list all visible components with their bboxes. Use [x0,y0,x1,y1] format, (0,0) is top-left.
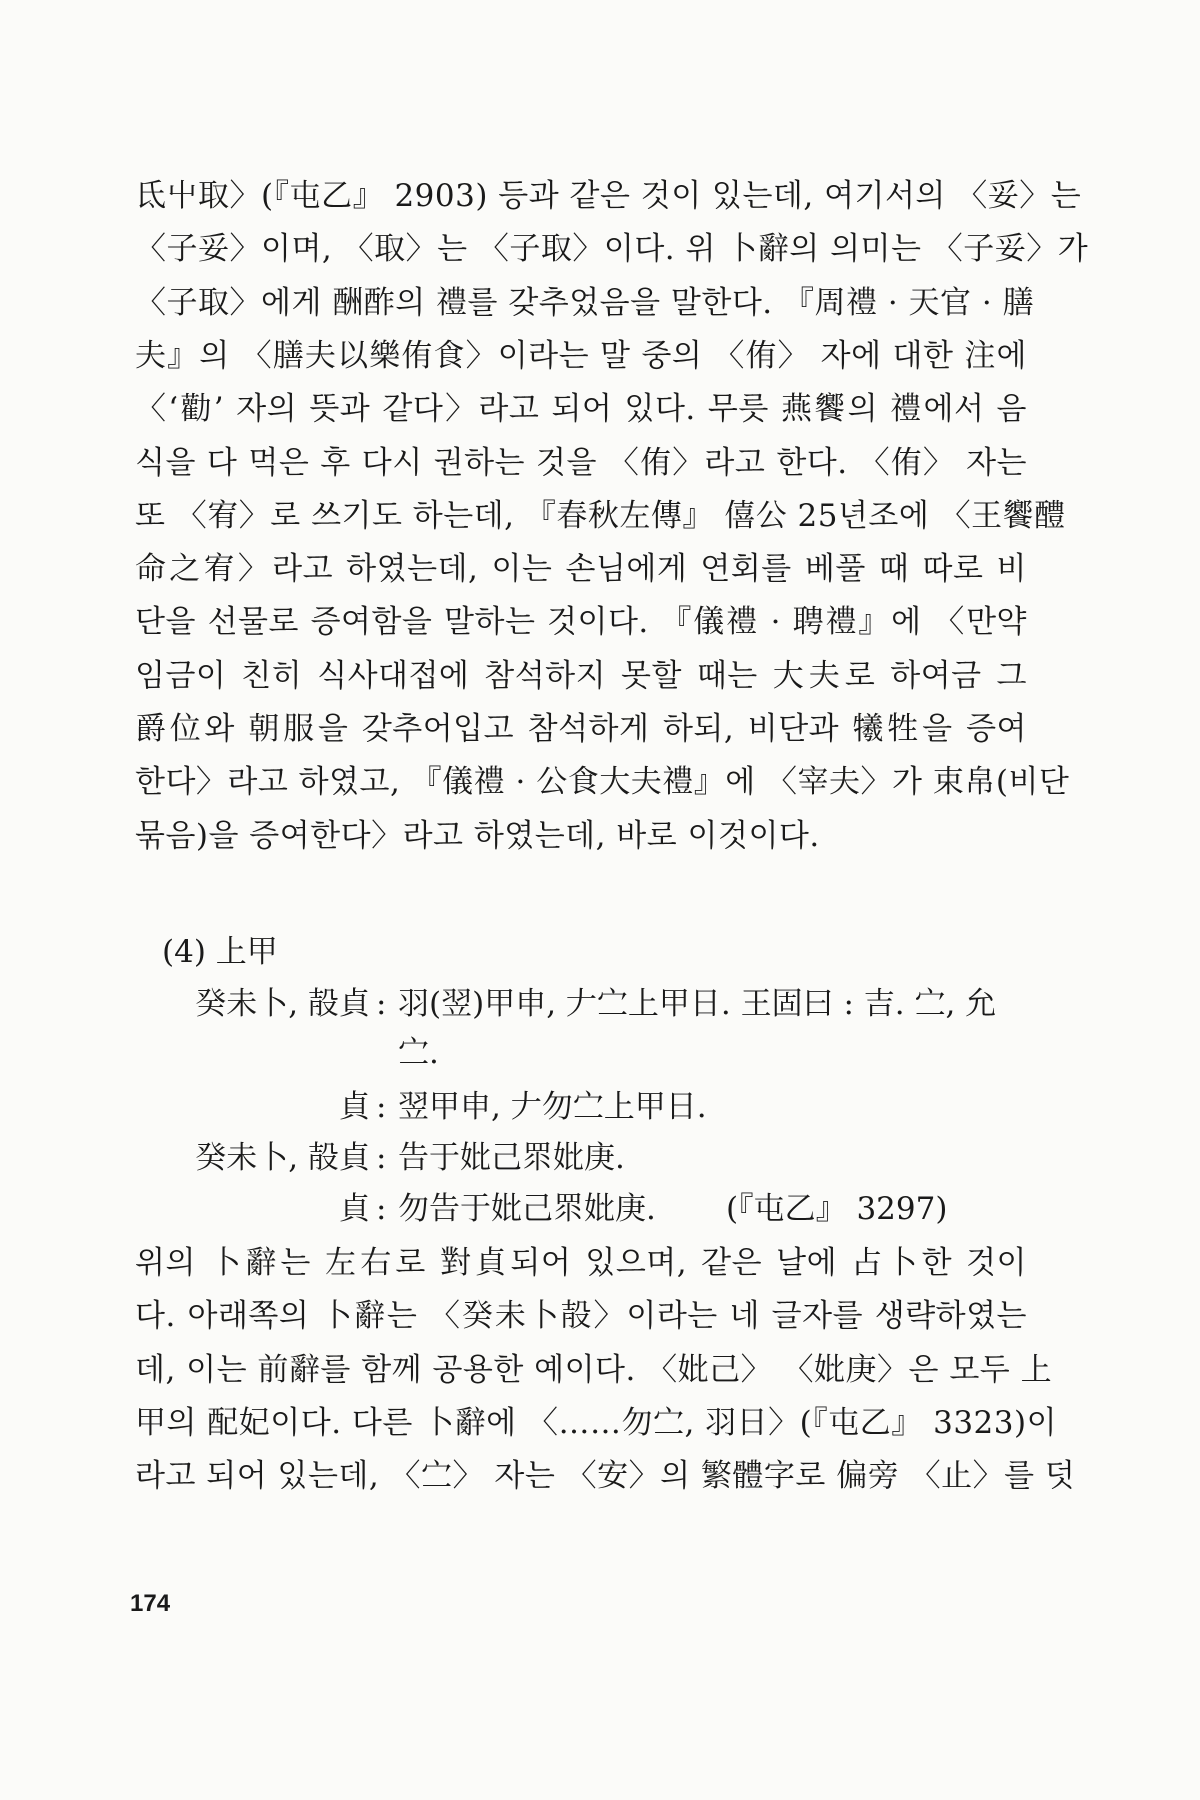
text-line: 한다〉라고 하였고, 『儀禮 · 公食大夫禮』에 〈宰夫〉가 束帛(비단 [135,764,1070,801]
text-line: 爵位와 朝服을 갖추어입고 참석하게 하되, 비단과 犧牲을 증여 [135,711,1027,747]
inscription-colon: : [376,1191,387,1227]
inscription-text: 翌甲申, 𠂇勿㝉上甲日. [398,1089,707,1125]
text-line: 〈子取〉에게 酬酢의 禮를 갖추었음을 말한다. 『周禮 · 天官 · 膳 [135,284,1035,321]
text-line: 夫』의 〈膳夫以樂侑食〉이라는 말 중의 〈侑〉 자에 대한 注에 [135,337,1027,374]
text-line: 命之宥〉라고 하였는데, 이는 손님에게 연회를 베풀 때 따로 비 [135,551,1027,588]
text-line: 甲의 配妃이다. 다른 卜辭에 〈……勿㝉, 羽日〉(『屯乙』 3323)이 [135,1404,1058,1441]
text-line: 식을 다 먹은 후 다시 권하는 것을 〈侑〉라고 한다. 〈侑〉 자는 [135,444,1027,481]
text-line: 임금이 친히 식사대접에 참석하지 못할 때는 大夫로 하여금 그 [135,657,1027,694]
inscription-label: 癸未卜, 㱿貞 [195,1140,370,1176]
inscription-colon: : [376,1089,387,1125]
inscription-text: 告于妣己眔妣庚. [398,1140,625,1176]
inscription-citation: (『屯乙』 3297) [726,1191,948,1227]
inscription-text: 羽(翌)甲申, 𠂇㝉上甲日. 王固曰 : 吉. 㝉, 允 [398,986,997,1022]
text-line: 단을 선물로 증여함을 말하는 것이다. 『儀禮 · 聘禮』에 〈만약 [135,604,1027,641]
inscription-text: 㝉. [398,1035,439,1071]
inscription-label: 貞 [339,1089,370,1125]
text-line: 묶음)을 증여한다〉라고 하였는데, 바로 이것이다. [135,817,820,854]
text-line: 데, 이는 前辭를 함께 공용한 예이다. 〈妣己〉 〈妣庚〉은 모두 上 [135,1351,1053,1388]
text-line: 라고 되어 있는데, 〈㝉〉 자는 〈安〉의 繁體字로 偏旁 〈止〉를 덧 [135,1458,1076,1495]
inscription-colon: : [376,986,387,1022]
text-line: 〈子妥〉이며, 〈取〉는 〈子取〉이다. 위 卜辭의 의미는 〈子妥〉가 [135,231,1089,268]
text-line: 위의 卜辭는 左右로 對貞되어 있으며, 같은 날에 占卜한 것이 [135,1245,1027,1281]
text-line: 다. 아래쪽의 卜辭는 〈癸未卜㱿〉이라는 네 글자를 생략하였는 [135,1298,1027,1335]
page-number: 174 [130,1590,171,1617]
text-line: 氐屮取〉(『屯乙』 2903) 등과 같은 것이 있는데, 여기서의 〈妥〉는 [135,178,1082,214]
section-heading: (4) 上甲 [162,934,278,970]
inscription-text: 勿告于妣己眔妣庚. [398,1191,656,1227]
text-line: 또 〈宥〉로 쓰기도 하는데, 『春秋左傳』 僖公 25년조에 〈王饗醴 [135,497,1066,534]
inscription-label: 癸未卜, 㱿貞 [195,986,370,1022]
inscription-label: 貞 [339,1191,370,1227]
text-line: 〈‘勸’ 자의 뜻과 같다〉라고 되어 있다. 무릇 燕饗의 禮에서 음 [135,391,1027,428]
inscription-colon: : [376,1140,387,1176]
